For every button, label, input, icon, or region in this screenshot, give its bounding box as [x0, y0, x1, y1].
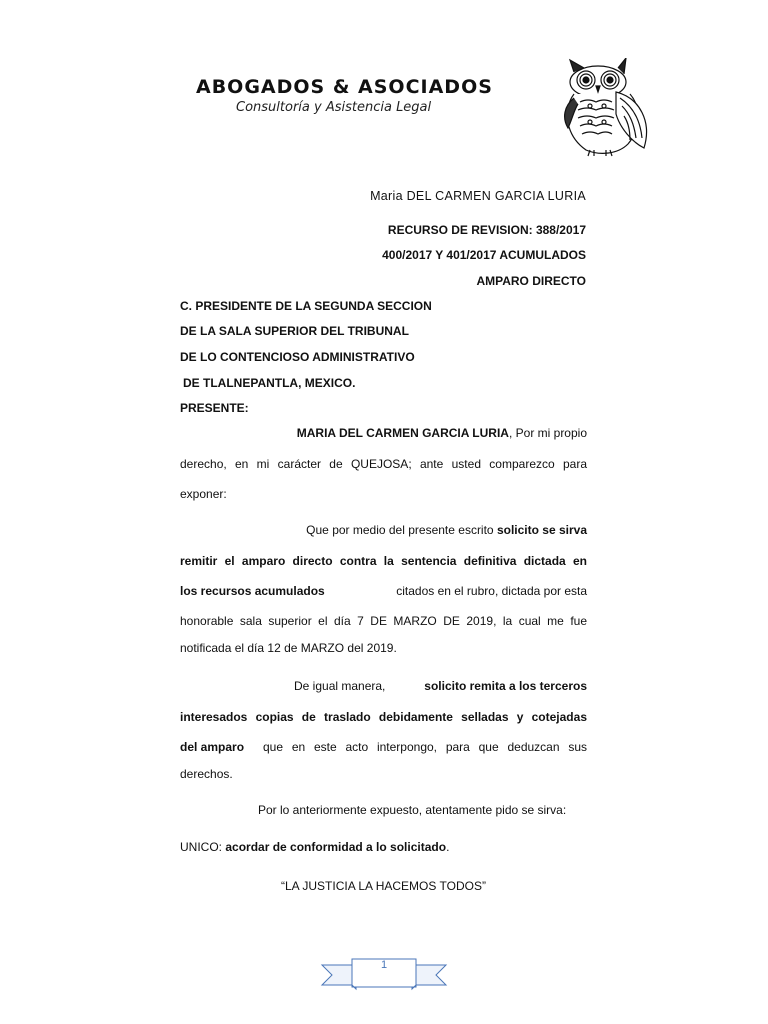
copies-line-3	[180, 740, 587, 754]
copies-line-3-text: que en este acto interpongo, para que deduzcan sus	[263, 740, 587, 754]
addressee-line-3: DE LO CONTENCIOSO ADMINISTRATIVO	[180, 350, 415, 364]
firm-name: ABOGADOS & ASOCIADOS	[196, 76, 493, 98]
intro-line-2: derecho, en mi carácter de QUEJOSA; ante usted comparezco para	[180, 457, 587, 471]
page-number: 1	[380, 959, 388, 971]
copies-line-2	[180, 710, 587, 724]
request-line-2	[180, 554, 587, 568]
acumulados-line: 400/2017 Y 401/2017 ACUMULADOS	[382, 248, 586, 262]
addressee-line-1: C. PRESIDENTE DE LA SEGUNDA SECCION	[180, 299, 432, 313]
intro-line-1	[273, 426, 587, 440]
unico-line	[180, 840, 449, 854]
amparo-type: AMPARO DIRECTO	[476, 274, 586, 288]
unico-end: .	[446, 840, 450, 854]
request-line-3-bold: los recursos acumulados	[180, 584, 325, 598]
request-line-5: notificada el día 12 de MARZO del 2019.	[180, 641, 397, 655]
client-name-heading: Maria DEL CARMEN GARCIA LURIA	[370, 189, 586, 203]
copies-line-1	[294, 679, 587, 693]
request-line-4: honorable sala superior el día 7 DE MARZO DE 2019, la cual me fue	[180, 614, 587, 628]
intro-line-1-text: , Por mi propio	[508, 426, 587, 440]
copies-line-1-bold: solicito remita a los terceros	[424, 679, 587, 693]
request-line-3	[180, 584, 587, 598]
firm-subtitle: Consultoría y Asistencia Legal	[236, 100, 432, 115]
addressee-line-4: DE TLALNEPANTLA, MEXICO.	[183, 376, 356, 390]
copies-line-3-bold: del amparo	[180, 740, 245, 754]
copies-line-4: derechos.	[180, 767, 233, 781]
presente-label: PRESENTE:	[180, 401, 249, 415]
request-line-1-text: Que por medio del presente escrito	[306, 523, 494, 537]
recurso-number: RECURSO DE REVISION: 388/2017	[387, 223, 586, 237]
client-name-bold: MARIA DEL CARMEN GARCIA LURIA	[296, 426, 509, 440]
owl-icon	[560, 58, 652, 158]
copies-line-2-bold: interesados copias de traslado debidamente selladas y cotejadas	[180, 710, 587, 724]
motto: “LA JUSTICIA LA HACEMOS TODOS”	[281, 879, 486, 893]
request-line-1	[279, 523, 587, 537]
addressee-line-2: DE LA SALA SUPERIOR DEL TRIBUNAL	[180, 324, 409, 338]
request-line-2-bold: remitir el amparo directo contra la sentencia definitiva dictada en	[180, 554, 587, 568]
closing-request: Por lo anteriormente expuesto, atentamente pido se sirva:	[258, 803, 567, 817]
unico-bold: acordar de conformidad a lo solicitado	[225, 840, 447, 854]
request-line-3-text: citados en el rubro, dictada por esta	[396, 584, 587, 598]
request-line-1-bold: solicito se sirva	[496, 523, 587, 537]
intro-line-3: exponer:	[180, 487, 227, 501]
unico-label: UNICO:	[180, 840, 222, 854]
copies-line-1-text: De igual manera,	[294, 679, 386, 693]
